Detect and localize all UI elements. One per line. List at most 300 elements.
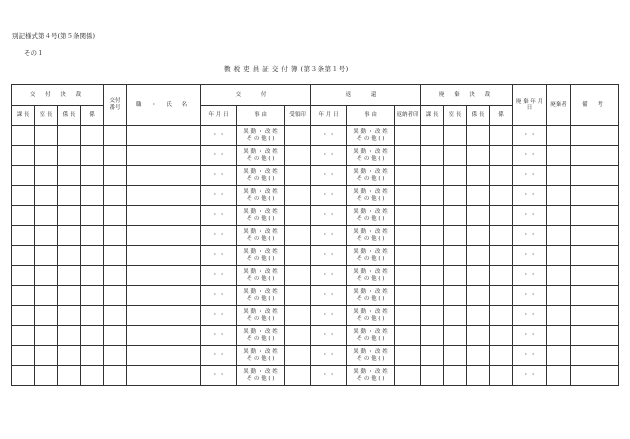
reason-line-2: そ の 他 ( ) <box>246 175 275 182</box>
date-placeholder: ・ ・ <box>322 152 335 159</box>
issue-date-cell[interactable] <box>201 186 237 206</box>
approval-kakari-cell[interactable] <box>81 246 104 266</box>
approval-kacho-cell[interactable] <box>12 126 35 146</box>
approval-kakaricho-cell[interactable] <box>58 246 81 266</box>
date-placeholder: ・ ・ <box>212 152 225 159</box>
issue-reason-cell[interactable] <box>237 226 285 246</box>
return-date-cell[interactable] <box>311 166 347 186</box>
issue-reason-cell[interactable] <box>237 186 285 206</box>
issue-date-cell[interactable] <box>201 246 237 266</box>
disposal-kakaricho: 係 長 <box>467 106 490 126</box>
issue-reason-cell[interactable] <box>237 306 285 326</box>
disposal-date-cell[interactable] <box>513 366 547 386</box>
approval-kakari-cell[interactable] <box>81 286 104 306</box>
issue-reason-cell[interactable] <box>237 266 285 286</box>
return-reason-cell[interactable] <box>347 186 395 206</box>
remarks-cell[interactable] <box>571 366 619 386</box>
disposal-kakaricho-cell[interactable] <box>467 186 490 206</box>
disposer-cell[interactable] <box>547 206 571 226</box>
disposer-cell[interactable] <box>547 226 571 246</box>
disposal-kakaricho-cell[interactable] <box>467 346 490 366</box>
approval-shitsucho-cell[interactable] <box>35 166 58 186</box>
approval-kacho-cell[interactable] <box>12 226 35 246</box>
issue-reason-cell[interactable] <box>237 126 285 146</box>
approval-shitsucho-cell[interactable] <box>35 326 58 346</box>
disposer-cell[interactable] <box>547 146 571 166</box>
return-seal-cell[interactable] <box>395 286 421 306</box>
position-name-cell[interactable] <box>127 126 201 146</box>
issue-receipt-seal-header: 受領印 <box>285 106 311 126</box>
disposal-kacho-cell[interactable] <box>421 206 444 226</box>
reason-line-2: そ の 他 ( ) <box>356 355 385 362</box>
reason-line-1: 異 動 ・ 改 姓 <box>243 189 278 196</box>
disposal-kakari-cell[interactable] <box>490 186 513 206</box>
disposal-shitsucho-cell[interactable] <box>444 306 467 326</box>
approval-kakari-cell[interactable] <box>81 326 104 346</box>
disposal-kakari-cell[interactable] <box>490 366 513 386</box>
approval-kacho-cell[interactable] <box>12 286 35 306</box>
disposal-shitsucho: 室 長 <box>444 106 467 126</box>
issue-date-cell[interactable] <box>201 166 237 186</box>
return-seal-header: 返納者印 <box>395 106 421 126</box>
issue-number-cell[interactable] <box>104 326 127 346</box>
disposal-kakari-cell[interactable] <box>490 226 513 246</box>
issue-date-cell[interactable] <box>201 286 237 306</box>
approval-kacho: 課 長 <box>12 106 35 126</box>
return-reason-cell[interactable] <box>347 306 395 326</box>
return-reason-cell[interactable] <box>347 326 395 346</box>
issue-date-cell[interactable] <box>201 346 237 366</box>
issue-number-cell[interactable] <box>104 186 127 206</box>
approval-kakari-cell[interactable] <box>81 206 104 226</box>
reason-line-2: そ の 他 ( ) <box>356 135 385 142</box>
return-seal-cell[interactable] <box>395 206 421 226</box>
issue-receipt-seal-cell[interactable] <box>285 326 311 346</box>
disposal-date-cell[interactable] <box>513 126 547 146</box>
date-placeholder: ・ ・ <box>523 152 536 159</box>
approval-kakaricho-cell[interactable] <box>58 346 81 366</box>
approval-kacho-cell[interactable] <box>12 366 35 386</box>
issue-reason-cell[interactable] <box>237 206 285 226</box>
disposal-kacho-cell[interactable] <box>421 286 444 306</box>
disposal-kakaricho-cell[interactable] <box>467 166 490 186</box>
issue-number-cell[interactable] <box>104 286 127 306</box>
disposal-kakaricho-cell[interactable] <box>467 206 490 226</box>
reason-line-1: 異 動 ・ 改 姓 <box>243 329 278 336</box>
table-row <box>12 246 619 266</box>
disposal-kakari-cell[interactable] <box>490 306 513 326</box>
remarks-cell[interactable] <box>571 286 619 306</box>
approval-kacho-cell[interactable] <box>12 306 35 326</box>
date-placeholder: ・ ・ <box>212 352 225 359</box>
position-name-cell[interactable] <box>127 186 201 206</box>
disposal-date-cell[interactable] <box>513 186 547 206</box>
reason-line-2: そ の 他 ( ) <box>246 335 275 342</box>
reason-line-1: 異 動 ・ 改 姓 <box>243 209 278 216</box>
table-row <box>12 306 619 326</box>
disposal-kakari-cell[interactable] <box>490 126 513 146</box>
disposal-kacho-cell[interactable] <box>421 226 444 246</box>
approval-shitsucho-cell[interactable] <box>35 146 58 166</box>
position-name-cell[interactable] <box>127 266 201 286</box>
disposal-shitsucho-cell[interactable] <box>444 186 467 206</box>
disposer-cell[interactable] <box>547 346 571 366</box>
issue-number-cell[interactable] <box>104 306 127 326</box>
issue-date-cell[interactable] <box>201 226 237 246</box>
disposal-date-cell[interactable] <box>513 286 547 306</box>
return-date-cell[interactable] <box>311 206 347 226</box>
remarks-cell[interactable] <box>571 266 619 286</box>
approval-shitsucho-cell[interactable] <box>35 286 58 306</box>
date-placeholder: ・ ・ <box>322 332 335 339</box>
approval-kacho-cell[interactable] <box>12 166 35 186</box>
remarks-cell[interactable] <box>571 186 619 206</box>
disposal-kacho-cell[interactable] <box>421 266 444 286</box>
return-seal-cell[interactable] <box>395 306 421 326</box>
remarks-cell[interactable] <box>571 326 619 346</box>
return-seal-cell[interactable] <box>395 186 421 206</box>
return-date-cell[interactable] <box>311 186 347 206</box>
issue-number-cell[interactable] <box>104 206 127 226</box>
issue-date-cell[interactable] <box>201 306 237 326</box>
date-placeholder: ・ ・ <box>212 232 225 239</box>
position-name-header: 職 ・ 氏 名 <box>127 85 201 126</box>
date-placeholder: ・ ・ <box>212 312 225 319</box>
return-seal-cell[interactable] <box>395 246 421 266</box>
return-seal-cell[interactable] <box>395 266 421 286</box>
disposer-cell[interactable] <box>547 126 571 146</box>
reason-line-1: 異 動 ・ 改 姓 <box>243 289 278 296</box>
remarks-cell[interactable] <box>571 146 619 166</box>
disposal-kakari-cell[interactable] <box>490 146 513 166</box>
reason-line-2: そ の 他 ( ) <box>246 295 275 302</box>
disposal-kakari-cell[interactable] <box>490 266 513 286</box>
disposal-date-cell[interactable] <box>513 306 547 326</box>
table-row <box>12 326 619 346</box>
return-reason-cell[interactable] <box>347 146 395 166</box>
disposal-date-cell[interactable] <box>513 146 547 166</box>
date-placeholder: ・ ・ <box>212 172 225 179</box>
disposal-shitsucho-cell[interactable] <box>444 146 467 166</box>
disposal-shitsucho-cell[interactable] <box>444 326 467 346</box>
remarks-cell[interactable] <box>571 246 619 266</box>
approval-kacho-cell[interactable] <box>12 266 35 286</box>
date-placeholder: ・ ・ <box>523 332 536 339</box>
issue-reason-cell[interactable] <box>237 166 285 186</box>
date-placeholder: ・ ・ <box>212 372 225 379</box>
approval-shitsucho-cell[interactable] <box>35 246 58 266</box>
reason-line-1: 異 動 ・ 改 姓 <box>243 169 278 176</box>
reason-line-1: 異 動 ・ 改 姓 <box>243 349 278 356</box>
remarks-cell[interactable] <box>571 226 619 246</box>
date-placeholder: ・ ・ <box>523 292 536 299</box>
return-date-cell[interactable] <box>311 266 347 286</box>
position-name-cell[interactable] <box>127 286 201 306</box>
disposal-date-cell[interactable] <box>513 326 547 346</box>
approval-kacho-cell[interactable] <box>12 146 35 166</box>
return-reason-cell[interactable] <box>347 226 395 246</box>
issue-number-cell[interactable] <box>104 346 127 366</box>
issue-reason-cell[interactable] <box>237 146 285 166</box>
approval-kakaricho-cell[interactable] <box>58 266 81 286</box>
return-seal-cell[interactable] <box>395 146 421 166</box>
return-seal-cell[interactable] <box>395 226 421 246</box>
return-date-cell[interactable] <box>311 286 347 306</box>
return-reason-cell[interactable] <box>347 286 395 306</box>
disposal-kacho-cell[interactable] <box>421 366 444 386</box>
disposal-kakaricho-cell[interactable] <box>467 286 490 306</box>
approval-kakari-cell[interactable] <box>81 166 104 186</box>
approval-kakaricho-cell[interactable] <box>58 206 81 226</box>
disposal-kacho-cell[interactable] <box>421 166 444 186</box>
reason-line-2: そ の 他 ( ) <box>356 315 385 322</box>
disposal-kacho-cell[interactable] <box>421 326 444 346</box>
disposal-shitsucho-cell[interactable] <box>444 206 467 226</box>
approval-shitsucho-cell[interactable] <box>35 306 58 326</box>
approval-kakari-cell[interactable] <box>81 226 104 246</box>
approval-kacho-cell[interactable] <box>12 346 35 366</box>
issue-date-cell[interactable] <box>201 206 237 226</box>
disposal-kakaricho-cell[interactable] <box>467 126 490 146</box>
return-date-header: 年 月 日 <box>311 106 347 126</box>
reason-line-2: そ の 他 ( ) <box>246 215 275 222</box>
disposal-kakari-cell[interactable] <box>490 346 513 366</box>
approval-kakaricho-cell[interactable] <box>58 366 81 386</box>
issue-number-cell[interactable] <box>104 126 127 146</box>
return-date-cell[interactable] <box>311 366 347 386</box>
issue-date-cell[interactable] <box>201 146 237 166</box>
disposer-cell[interactable] <box>547 246 571 266</box>
date-placeholder: ・ ・ <box>212 192 225 199</box>
disposal-kakaricho-cell[interactable] <box>467 326 490 346</box>
issue-reason-cell[interactable] <box>237 246 285 266</box>
disposal-shitsucho-cell[interactable] <box>444 286 467 306</box>
reason-line-2: そ の 他 ( ) <box>356 255 385 262</box>
issue-receipt-seal-cell[interactable] <box>285 286 311 306</box>
disposal-shitsucho-cell[interactable] <box>444 366 467 386</box>
position-name-cell[interactable] <box>127 246 201 266</box>
issue-date-cell[interactable] <box>201 366 237 386</box>
issue-receipt-seal-cell[interactable] <box>285 246 311 266</box>
approval-kakaricho-cell[interactable] <box>58 306 81 326</box>
approval-kakari-cell[interactable] <box>81 126 104 146</box>
issue-number-cell[interactable] <box>104 266 127 286</box>
reason-line-2: そ の 他 ( ) <box>246 255 275 262</box>
issue-date-cell[interactable] <box>201 326 237 346</box>
approval-kakaricho-cell[interactable] <box>58 146 81 166</box>
approval-kakaricho-cell[interactable] <box>58 126 81 146</box>
approval-kakari-cell[interactable] <box>81 146 104 166</box>
table-row <box>12 226 619 246</box>
approval-kakaricho-cell[interactable] <box>58 226 81 246</box>
position-name-cell[interactable] <box>127 346 201 366</box>
disposal-kakaricho-cell[interactable] <box>467 266 490 286</box>
disposer-cell[interactable] <box>547 166 571 186</box>
return-seal-cell[interactable] <box>395 326 421 346</box>
issue-receipt-seal-cell[interactable] <box>285 266 311 286</box>
disposal-kakari-cell[interactable] <box>490 246 513 266</box>
position-name-cell[interactable] <box>127 306 201 326</box>
approval-kacho-cell[interactable] <box>12 186 35 206</box>
issue-number-cell[interactable] <box>104 246 127 266</box>
issue-reason-cell[interactable] <box>237 326 285 346</box>
disposal-shitsucho-cell[interactable] <box>444 166 467 186</box>
disposal-date-cell[interactable] <box>513 166 547 186</box>
return-date-cell[interactable] <box>311 346 347 366</box>
return-reason-cell[interactable] <box>347 206 395 226</box>
return-reason-cell[interactable] <box>347 246 395 266</box>
issue-receipt-seal-cell[interactable] <box>285 166 311 186</box>
disposer-cell[interactable] <box>547 366 571 386</box>
issue-receipt-seal-cell[interactable] <box>285 146 311 166</box>
approval-kakari-cell[interactable] <box>81 346 104 366</box>
issue-receipt-seal-cell[interactable] <box>285 346 311 366</box>
disposal-kakaricho-cell[interactable] <box>467 226 490 246</box>
disposer-cell[interactable] <box>547 306 571 326</box>
approval-kacho-cell[interactable] <box>12 206 35 226</box>
disposal-shitsucho-cell[interactable] <box>444 246 467 266</box>
approval-shitsucho-cell[interactable] <box>35 346 58 366</box>
issue-date-header: 年 月 日 <box>201 106 237 126</box>
position-name-cell[interactable] <box>127 206 201 226</box>
disposal-date-cell[interactable] <box>513 266 547 286</box>
disposal-kakaricho-cell[interactable] <box>467 246 490 266</box>
position-name-cell[interactable] <box>127 226 201 246</box>
approval-kakari-cell[interactable] <box>81 306 104 326</box>
issue-receipt-seal-cell[interactable] <box>285 366 311 386</box>
return-date-cell[interactable] <box>311 326 347 346</box>
return-reason-cell[interactable] <box>347 366 395 386</box>
position-name-cell[interactable] <box>127 166 201 186</box>
return-date-cell[interactable] <box>311 146 347 166</box>
return-seal-cell[interactable] <box>395 346 421 366</box>
disposal-shitsucho-cell[interactable] <box>444 346 467 366</box>
approval-kakari-cell[interactable] <box>81 366 104 386</box>
approval-kakaricho-cell[interactable] <box>58 186 81 206</box>
remarks-cell[interactable] <box>571 166 619 186</box>
disposal-kacho-cell[interactable] <box>421 346 444 366</box>
disposal-shitsucho-cell[interactable] <box>444 226 467 246</box>
disposal-kacho-cell[interactable] <box>421 146 444 166</box>
position-name-cell[interactable] <box>127 326 201 346</box>
disposer-cell[interactable] <box>547 286 571 306</box>
approval-kakaricho-cell[interactable] <box>58 286 81 306</box>
issue-date-cell[interactable] <box>201 266 237 286</box>
return-reason-cell[interactable] <box>347 126 395 146</box>
issue-receipt-seal-cell[interactable] <box>285 306 311 326</box>
disposer-cell[interactable] <box>547 186 571 206</box>
issue-receipt-seal-cell[interactable] <box>285 186 311 206</box>
issue-number-cell[interactable] <box>104 226 127 246</box>
reason-line-2: そ の 他 ( ) <box>246 235 275 242</box>
disposal-shitsucho-cell[interactable] <box>444 266 467 286</box>
disposal-kakari-cell[interactable] <box>490 206 513 226</box>
remarks-cell[interactable] <box>571 126 619 146</box>
date-placeholder: ・ ・ <box>523 132 536 139</box>
approval-kakaricho-cell[interactable] <box>58 326 81 346</box>
disposal-kakaricho-cell[interactable] <box>467 146 490 166</box>
position-name-cell[interactable] <box>127 366 201 386</box>
date-placeholder: ・ ・ <box>322 132 335 139</box>
approval-shitsucho-cell[interactable] <box>35 186 58 206</box>
approval-shitsucho-cell[interactable] <box>35 366 58 386</box>
issue-number-cell[interactable] <box>104 146 127 166</box>
disposal-kakaricho-cell[interactable] <box>467 366 490 386</box>
approval-shitsucho-cell[interactable] <box>35 226 58 246</box>
approval-kakari-cell[interactable] <box>81 186 104 206</box>
remarks-cell[interactable] <box>571 306 619 326</box>
approval-kacho-cell[interactable] <box>12 246 35 266</box>
reason-line-1: 異 動 ・ 改 姓 <box>243 129 278 136</box>
date-placeholder: ・ ・ <box>523 352 536 359</box>
return-date-cell[interactable] <box>311 246 347 266</box>
disposer-cell[interactable] <box>547 326 571 346</box>
disposal-date-cell[interactable] <box>513 226 547 246</box>
issue-reason-cell[interactable] <box>237 366 285 386</box>
issue-number-cell[interactable] <box>104 166 127 186</box>
disposal-kacho-cell[interactable] <box>421 246 444 266</box>
approval-shitsucho-cell[interactable] <box>35 266 58 286</box>
issue-receipt-seal-cell[interactable] <box>285 226 311 246</box>
issue-date-cell[interactable] <box>201 126 237 146</box>
disposal-shitsucho-cell[interactable] <box>444 126 467 146</box>
return-seal-cell[interactable] <box>395 126 421 146</box>
date-placeholder: ・ ・ <box>322 372 335 379</box>
disposer-cell[interactable] <box>547 266 571 286</box>
disposal-date-cell[interactable] <box>513 246 547 266</box>
disposal-date-cell[interactable] <box>513 346 547 366</box>
return-reason-cell[interactable] <box>347 346 395 366</box>
return-date-cell[interactable] <box>311 306 347 326</box>
return-seal-cell[interactable] <box>395 166 421 186</box>
approval-shitsucho-cell[interactable] <box>35 206 58 226</box>
return-reason-cell[interactable] <box>347 266 395 286</box>
issue-number-header: 交付番号 <box>104 85 127 126</box>
issue-reason-cell[interactable] <box>237 346 285 366</box>
disposal-kakari: 係 <box>490 106 513 126</box>
header-row-1 <box>12 85 619 106</box>
remarks-cell[interactable] <box>571 206 619 226</box>
disposal-kakari-cell[interactable] <box>490 286 513 306</box>
disposal-kacho-cell[interactable] <box>421 306 444 326</box>
disposal-kakari-cell[interactable] <box>490 166 513 186</box>
return-date-cell[interactable] <box>311 126 347 146</box>
issue-receipt-seal-cell[interactable] <box>285 126 311 146</box>
form-number: 別記様式第４号(第５条関係) <box>12 32 96 40</box>
remarks-header: 備 考 <box>571 85 619 126</box>
approval-kacho-cell[interactable] <box>12 326 35 346</box>
return-seal-cell[interactable] <box>395 366 421 386</box>
approval-kakari-cell[interactable] <box>81 266 104 286</box>
reason-line-1: 異 動 ・ 改 姓 <box>353 269 388 276</box>
issue-receipt-seal-cell[interactable] <box>285 206 311 226</box>
approval-kakaricho-cell[interactable] <box>58 166 81 186</box>
position-name-cell[interactable] <box>127 146 201 166</box>
issue-reason-cell[interactable] <box>237 286 285 306</box>
approval-shitsucho-cell[interactable] <box>35 126 58 146</box>
remarks-cell[interactable] <box>571 346 619 366</box>
disposal-date-cell[interactable] <box>513 206 547 226</box>
disposal-kacho-cell[interactable] <box>421 126 444 146</box>
return-reason-cell[interactable] <box>347 166 395 186</box>
return-date-cell[interactable] <box>311 226 347 246</box>
disposal-kacho-cell[interactable] <box>421 186 444 206</box>
disposal-kakari-cell[interactable] <box>490 326 513 346</box>
disposal-kakaricho-cell[interactable] <box>467 306 490 326</box>
reason-line-1: 異 動 ・ 改 姓 <box>353 189 388 196</box>
issue-number-cell[interactable] <box>104 366 127 386</box>
reason-line-1: 異 動 ・ 改 姓 <box>353 369 388 376</box>
